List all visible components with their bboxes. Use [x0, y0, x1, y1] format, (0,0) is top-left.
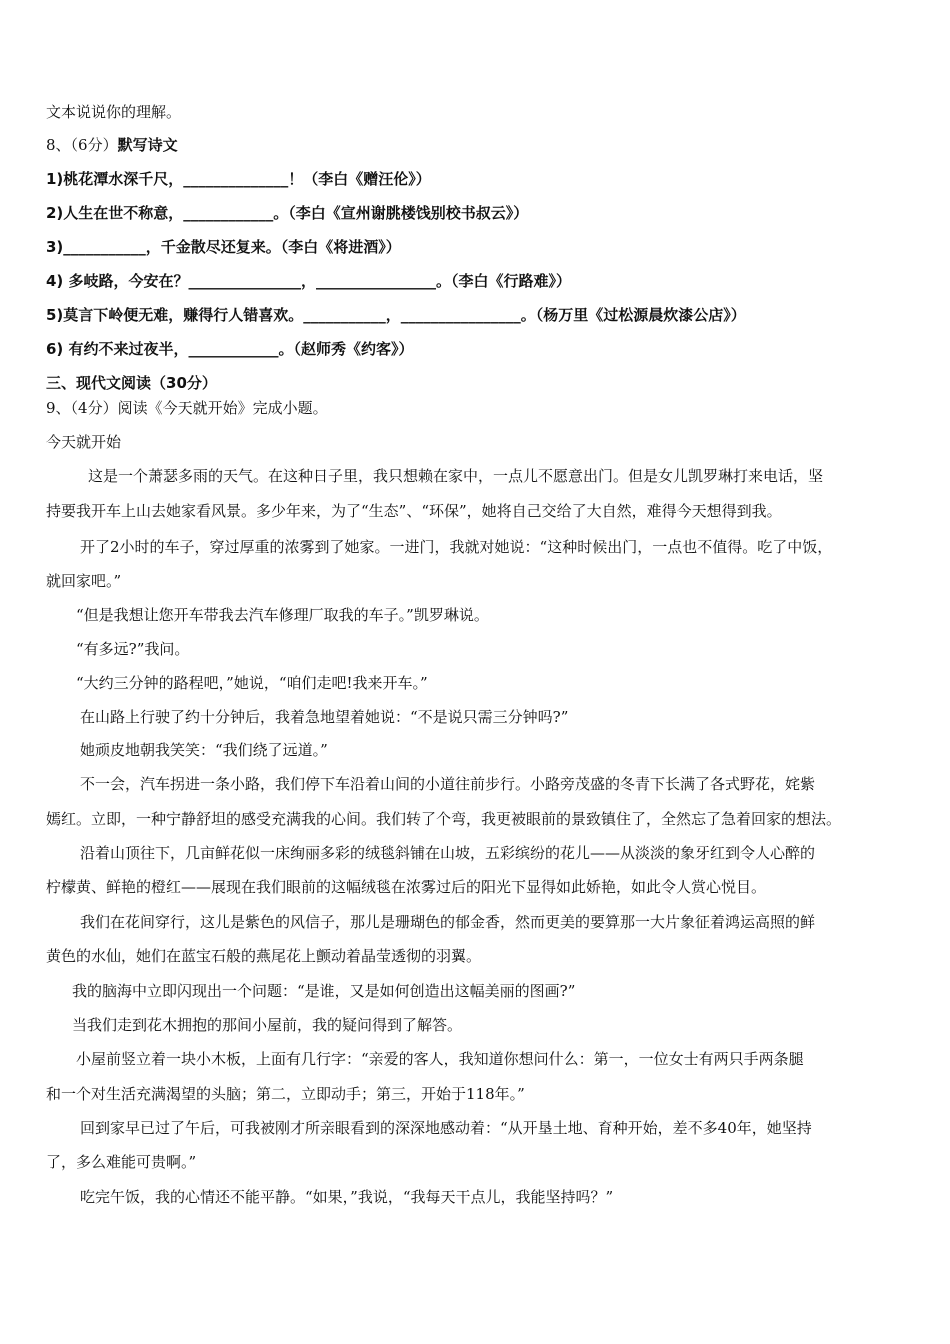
poem-fill-line-2: 2)人生在世不称意，____________。（李白《宣州谢朓楼饯别校书叔云》） [46, 204, 529, 222]
passage-line: 我们在花间穿行，这儿是紫色的风信子，那儿是珊瑚色的郁金香，然而更美的要算那一大片象征着鸿运高照的鲜 [80, 913, 816, 931]
passage-line: 沿着山顶往下，几亩鲜花似一床绚丽多彩的绒毯斜铺在山坡，五彩缤纷的花儿——从淡淡的象牙红到令人心醉的 [80, 844, 816, 862]
poem-fill-line-1: 1)桃花潭水深千尺，______________！（李白《赠汪伦》） [46, 170, 431, 188]
section-heading: 三、现代文阅读（30分） [46, 374, 217, 392]
passage-line: 在山路上行驶了约十分钟后，我着急地望着她说：“不是说只需三分钟吗?” [80, 708, 569, 726]
passage-line: “大约三分钟的路程吧，”她说，“咱们走吧!我来开车。” [76, 674, 428, 692]
question-title: 默写诗文 [117, 136, 178, 154]
passage-line: “有多远?”我问。 [76, 640, 190, 658]
passage-line: 她顽皮地朝我笑笑：“我们绕了远道。” [80, 741, 328, 759]
passage-line: “但是我想让您开车带我去汽车修理厂取我的车子。”凯罗琳说。 [76, 606, 489, 624]
passage-line: 小屋前竖立着一块小木板，上面有几行字：“亲爱的客人，我知道你想问什么：第一，一位女士有两只手两条腿 [76, 1050, 804, 1068]
poem-fill-line-6: 6) 有约不来过夜半，____________。（赵师秀《约客》） [46, 340, 414, 358]
passage-title: 今天就开始 [46, 433, 122, 451]
passage-line: 嫣红。立即，一种宁静舒坦的感受充满我的心间。我们转了个弯，我更被眼前的景致镇住了，全然忘了急着回家的想法。 [46, 810, 842, 828]
passage-line: 开了2小时的车子，穿过厚重的浓雾到了她家。一进门，我就对她说：“这种时候出门，一点也不值得。吃了中饭， [80, 538, 833, 556]
passage-line: 就回家吧。” [46, 572, 122, 590]
poem-fill-line-4: 4) 多岐路，今安在？_______________，________________。（李白《行路难》） [46, 272, 572, 290]
passage-line: 回到家早已过了午后，可我被刚才所亲眼看到的深深地感动着：“从开垦土地、育种开始，差不多40年，她坚持 [80, 1119, 812, 1137]
passage-line: 不一会，汽车拐进一条小路，我们停下车沿着山间的小道往前步行。小路旁茂盛的冬青下长满了各式野花，姹紫 [80, 775, 816, 793]
passage-line: 了，多么难能可贵啊。” [46, 1153, 197, 1171]
passage-line: 黄色的水仙，她们在蓝宝石般的燕尾花上颤动着晶莹透彻的羽翼。 [46, 947, 482, 965]
passage-line: 吃完午饭，我的心情还不能平静。“如果，”我说，“我每天干点儿，我能坚持吗？” [80, 1188, 614, 1206]
poem-fill-line-5: 5)莫言下岭便无难，赚得行人错喜欢。___________，________________。（杨万里《过松源晨炊漆公店》） [46, 306, 746, 324]
passage-line: 当我们走到花木拥抱的那间小屋前，我的疑问得到了解答。 [72, 1016, 463, 1034]
question-number: 8、（6分） [46, 136, 118, 154]
question-9-header: 9、（4分）阅读《今天就开始》完成小题。 [46, 399, 328, 417]
question-8-header [46, 135, 178, 155]
text-line: 文本说说你的理解。 [46, 103, 182, 121]
passage-line: 持要我开车上山去她家看风景。多少年来，为了“生态”、“环保”，她将自己交给了大自然，难得今天想得到我。 [46, 502, 782, 520]
poem-fill-line-3: 3)___________，千金散尽还复来。（李白《将进酒》） [46, 238, 401, 256]
passage-line: 这是一个萧瑟多雨的天气。在这种日子里，我只想赖在家中，一点儿不愿意出门。但是女儿凯罗琳打来电话，坚 [88, 467, 824, 485]
passage-line: 柠檬黄、鲜艳的橙红——展现在我们眼前的这幅绒毯在浓雾过后的阳光下显得如此娇艳，如此令人赏心悦目。 [46, 878, 767, 896]
passage-line: 我的脑海中立即闪现出一个问题：“是谁，又是如何创造出这幅美丽的图画?” [72, 982, 576, 1000]
passage-line: 和一个对生活充满渴望的头脑；第二，立即动手；第三，开始于118年。” [46, 1085, 525, 1103]
